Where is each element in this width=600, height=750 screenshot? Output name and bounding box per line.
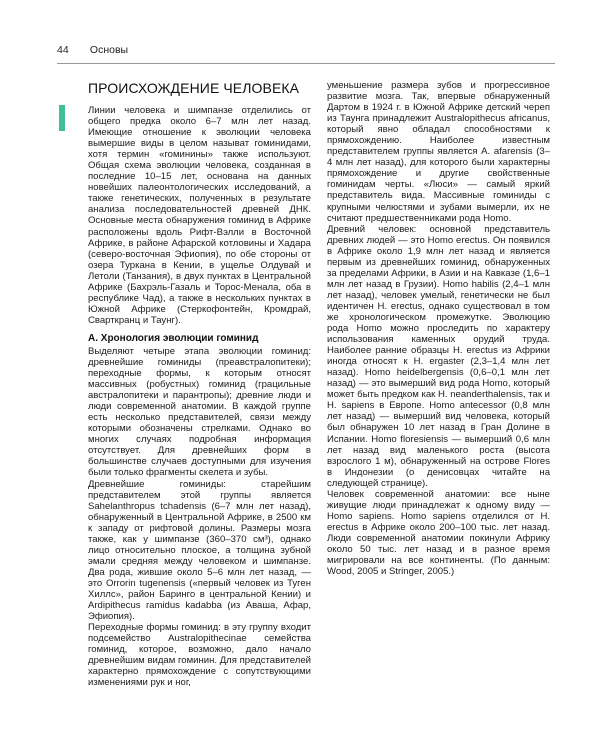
- header-rule: [57, 63, 555, 64]
- paragraph: Древнейшие гоминиды: старейшим представителем этой группы является Sahelanthropus tchadensis (6–7 млн лет назад), обнаруженный в Центральной Африке, в 2500 км к западу от рифтовой долины. Размеры мозга также, как у шимпанзе (360–370 см³), однако лицо относительно плоское, а толщина зубной эмали средняя между человеком и шимпанзе. Два рода, жившие около 5–6 млн лет назад, — это Orrorin tugenensis («первый человек из Туген Хиллс», район Баринго в центральной Кении) и Ardipithecus ramidus kadabba (из Аваша, Афар, Эфиопия).: [88, 478, 311, 623]
- paragraph: Человек современной анатомии: все ныне живущие люди принадлежат к одному виду — Homo sapiens. Homo sapiens отделился от H. erectus в Африке около 200–100 тыс. лет назад. Люди современной анатомии покинули Африку около 50 тыс. лет назад и в разное время мигрировали на все континенты. (По данным: Wood, 2005 и Stringer, 2005.): [327, 488, 550, 578]
- right-column: [327, 80, 550, 577]
- running-header: [57, 44, 557, 56]
- paragraph: Выделяют четыре этапа эволюции гоминид: древнейшие гоминиды (преавстралопитеки); переходные формы, к которым относят массивных (робустных) гоминид (грацильные австралопитеки и парантропы); древние люди и люди современной анатомии. В каждой группе есть несколько представителей, связи между которыми обозначены стрелками. Однако во многих случаях подробная информация отсутствует. Для древнейших форм в большинстве случаев доступными для изучения были только фрагменты скелета и зубы.: [88, 345, 311, 479]
- intro-paragraph: Линии человека и шимпанзе отделились от общего предка около 6–7 млн лет назад. Имеющие отношение к эволюции человека вымершие виды в целом называт гоминидами, хотя термин «гоминины» также используют. Общая схема эволюции человека, созданная в последние 10–15 лет, основана на данных новейших палеонтологических исследований, а также генетических, полученных в результате анализа последовательностей древней ДНК. Основные места обнаружения гоминид в Африке расположены вдоль Рифт-Вэлли в Восточной Африке, в районе Афарской котловины и Хадара (северо-восточная Эфиопия), по обе стороны от озера Туркана в Кении, в ущелье Олдувай и Летоли (Танзания), в двух пунктах в Центральной Африке (Бахрэль-Газаль и Торос-Менала, оба в республике Чад), а также в нескольких пунктах в Южной Африке (Стеркофонтейн, Кромдрай, Сварткранц и Таунг).: [88, 105, 311, 326]
- section-heading: А. Хронология эволюции гоминид: [88, 332, 259, 344]
- paragraph: уменьшение размера зубов и прогрессивное развитие мозга. Так, впервые обнаруженный Дартом в 1924 г. в Южной Африке детский череп из Таунга принадлежит Australopithecus africanus, который явно обладал способностями к прямохождению. Наиболее известным представителем группы является A. afarensis (3–4 млн лет назад), для которого были характерны прямохождение и другие свойственные гоминидам черты. «Люси» — самый яркий представитель вида. Массивные гоминиды с крупными челюстями и зубами вымерли, их не считают предшественниками рода Homo.: [327, 80, 550, 224]
- paragraph: Переходные формы гоминид: в эту группу входит подсемейство Australopithecinae семейства гоминид, которое, возможно, дало начало древнейшим видам гоминин. Для представителей характерно прямохождение с сопутствующими изменениями рук и ног,: [88, 622, 311, 689]
- paragraph: Древний человек: основной представитель древних людей — это Homo erectus. Он появился в Африке около 1,9 млн лет назад и является первым из древнейших гоминид, обнаруженных за пределами Африки, в Азии и на Кавказе (1,6–1 млн лет назад в Грузии). Homo habilis (2,4–1 млн лет назад), человек умелый, генетически не был идентичен H. erectus, однако существовал в том же хронологическом промежутке. Эволюцию рода Homo можно проследить по характеру использования каменных орудий труда. Наиболее ранние образцы H. erectus из Африки иногда относят к H. ergaster (2,3–1,4 млн лет назад). Homo heidelbergensis (0,6–0,1 млн лет назад) — это вымерший вид рода Homo, который может быть предком как H. neanderthalensis, так и H. sapiens в Европе. Homo antecessor (0,8 млн лет назад) — вымерший вид человека, который был обнаружен 10 лет назад в Гран Долине в Испании. Homo floresiensis — вымерший 0,6 млн лет назад вид маленького роста (высота взрослого 1 м), обнаруженный на острове Flores в Индонезии (о денисовцах читайте на следующей странице).: [327, 223, 550, 489]
- chapter-title: ПРОИСХОЖДЕНИЕ ЧЕЛОВЕКА: [88, 80, 300, 96]
- page-number: 44: [57, 44, 69, 56]
- accent-bar: [59, 105, 65, 131]
- section-name: Основы: [89, 44, 129, 56]
- left-column: [88, 80, 311, 688]
